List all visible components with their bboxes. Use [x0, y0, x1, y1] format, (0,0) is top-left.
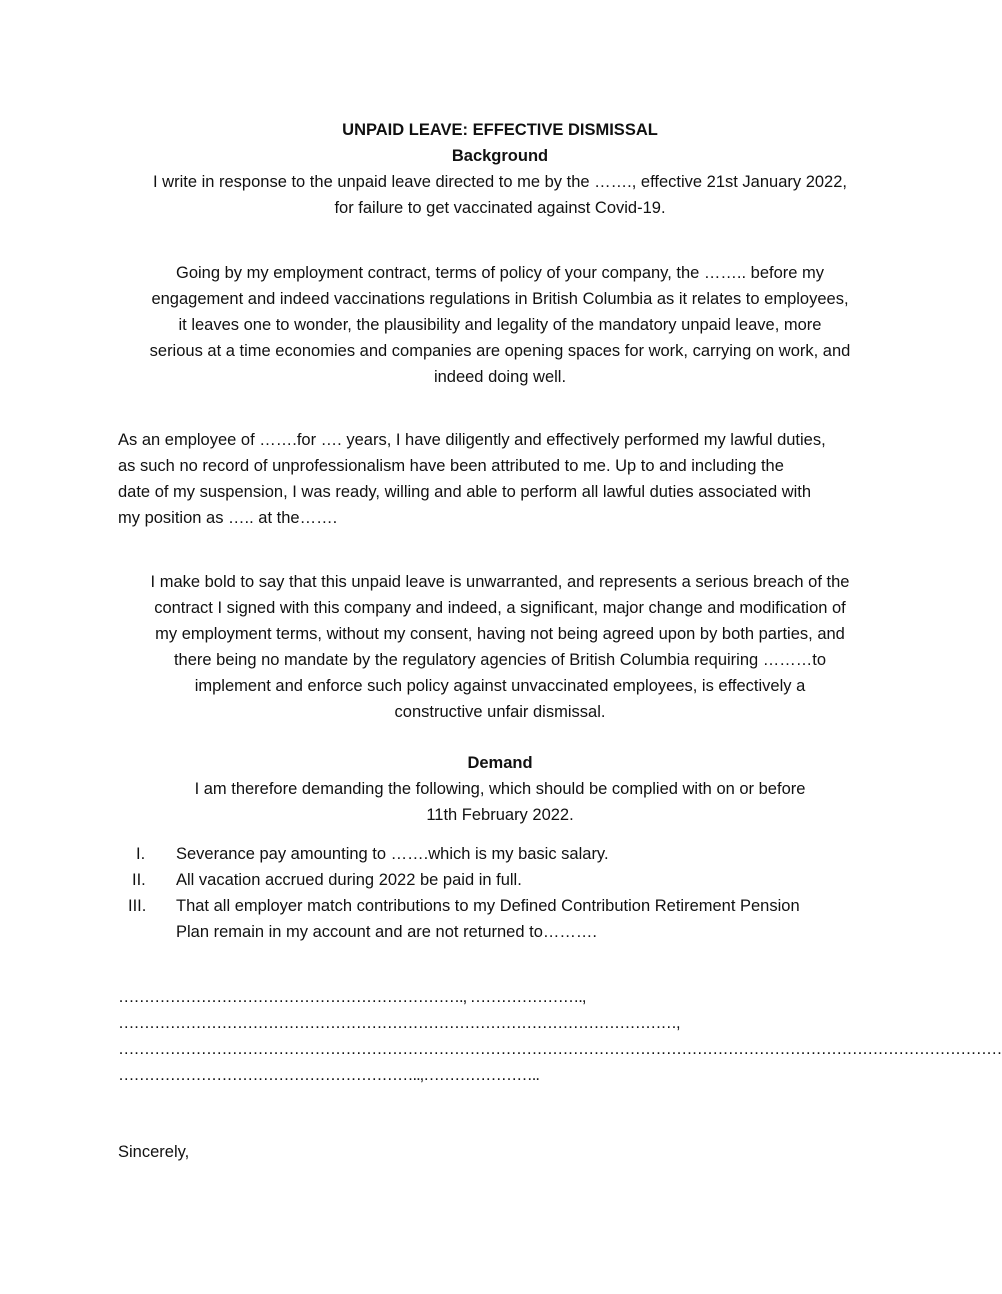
demand-list: [0, 841, 1000, 945]
item-number: III.: [128, 897, 147, 915]
heading-block: [0, 117, 1000, 221]
item-number: I.: [136, 845, 146, 863]
background-heading: Background: [451, 147, 549, 165]
document-title: UNPAID LEAVE: EFFECTIVE DISMISSAL: [342, 121, 658, 139]
paragraph-2: [0, 260, 1000, 390]
paragraph-1-line: I write in response to the unpaid leave directed to me by the ……., effective 21st January 2022,: [152, 173, 847, 191]
demand-intro-line: 11th February 2022.: [426, 806, 574, 824]
paragraph-line: As an employee of …….for …. years, I have diligently and effectively performed my lawful duties,: [118, 431, 826, 449]
closing: Sincerely,: [118, 1143, 190, 1161]
address-line: ………………………………………………………………………………………………,: [118, 1014, 680, 1032]
demand-item: [0, 867, 1000, 893]
paragraph-line: serious at a time economies and companies are opening spaces for work, carrying on work, and: [149, 342, 851, 360]
item-text: Severance pay amounting to …….which is my basic salary.: [176, 845, 609, 863]
paragraph-line: it leaves one to wonder, the plausibility and legality of the mandatory unpaid leave, more: [178, 316, 822, 334]
demand-item: [0, 841, 1000, 867]
address-line: …………………………………………………..,…………………..: [118, 1066, 539, 1084]
item-text: That all employer match contributions to my Defined Contribution Retirement Pension: [176, 897, 800, 915]
item-number: II.: [132, 871, 146, 889]
paragraph-line: contract I signed with this company and indeed, a significant, major change and modification of: [154, 599, 846, 617]
paragraph-3: [0, 427, 1000, 531]
paragraph-line: engagement and indeed vaccinations regulations in British Columbia as it relates to employees,: [151, 290, 849, 308]
paragraph-line: date of my suspension, I was ready, willing and able to perform all lawful duties associated with: [118, 483, 812, 501]
demand-intro-line: I am therefore demanding the following, which should be complied with on or before: [194, 780, 806, 798]
address-line: …………………………………………………………., ………………….,: [118, 988, 586, 1006]
demand-item: [0, 893, 1000, 919]
paragraph-line: my employment terms, without my consent, having not being agreed upon by both parties, and: [155, 625, 845, 643]
item-text: All vacation accrued during 2022 be paid in full.: [176, 871, 522, 889]
paragraph-line: as such no record of unprofessionalism have been attributed to me. Up to and including the: [118, 457, 784, 475]
demand-heading: Demand: [467, 754, 533, 772]
closing-block: [0, 1139, 1000, 1165]
paragraph-line: my position as ….. at the…….: [118, 509, 338, 527]
paragraph-4: [0, 569, 1000, 725]
paragraph-line: I make bold to say that this unpaid leave is unwarranted, and represents a serious breach of the: [150, 573, 850, 591]
paragraph-line: indeed doing well.: [433, 368, 567, 386]
paragraph-line: constructive unfair dismissal.: [394, 703, 606, 721]
paragraph-line: there being no mandate by the regulatory agencies of British Columbia requiring ………to: [173, 651, 827, 669]
paragraph-line: Going by my employment contract, terms of policy of your company, the …….. before my: [175, 264, 825, 282]
item-text: Plan remain in my account and are not returned to……….: [176, 923, 597, 941]
demand-item-continuation: [0, 919, 1000, 945]
address-line: ………………………………………………………………………………………………………………………………………………………: [118, 1040, 1002, 1058]
address-placeholder: [0, 984, 1000, 1088]
paragraph-line: implement and enforce such policy against unvaccinated employees, is effectively a: [194, 677, 806, 695]
paragraph-1-line: for failure to get vaccinated against Covid-19.: [334, 199, 666, 217]
demand-section: [0, 750, 1000, 828]
